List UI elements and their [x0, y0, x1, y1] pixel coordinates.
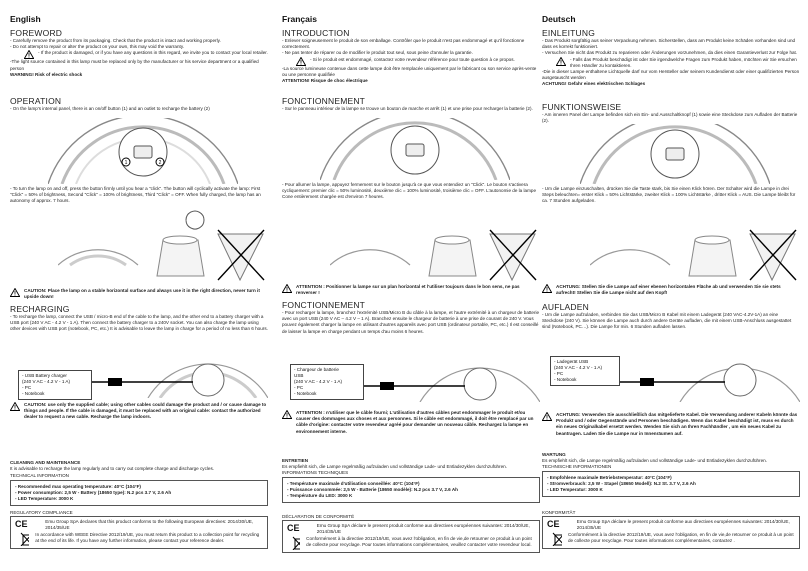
caution-1-text: ACHTUNG: Stellen Sie die Lampe auf einer ebenen horizontalen Fläche ab und verwenden Sie sie stets aufrecht! Stellen Sie die Lampe nicht auf den Kopf!: [556, 284, 781, 296]
lamp-usage-illustration: [58, 210, 268, 282]
caution-1: [10, 288, 268, 300]
section-heading: AUFLADEN: [542, 302, 589, 312]
foreword-section: [10, 28, 268, 78]
caution-1-text: CAUTION: Place the lamp on a stable horizontal surface and always use it in the right direction, never turn it upside down!: [24, 288, 260, 300]
column-german: [540, 0, 802, 571]
recharging-section: [10, 304, 268, 333]
operation-text-1: - Sur le panneau intérieur de la lampe se trouve un bouton de marche et arrêt (1) et une prise pour recharger la batterie (2).: [282, 106, 533, 111]
charger-item: - USB Battery charger: [22, 373, 67, 378]
warning-icon: [542, 412, 552, 421]
warning-icon: [24, 50, 34, 59]
intro-section: [282, 28, 540, 84]
operation-text-2-wrap: [542, 186, 800, 205]
weee-bin-icon: [287, 536, 300, 550]
section-heading: RECHARGING: [10, 304, 70, 314]
callout-1: 1: [124, 160, 128, 166]
recharge-text: - Pour recharger la lampe, branchez l'extrémité USB/Micro B du câble à la lampe, et l'autre extrémité à un chargeur de batterie avec un port USB (240 V AC – 4.2 V – 1 A). Branchez ensuite le chargeur de batterie à une prise de courant de 240 V. Vous pouvez également charger la lampe en utilisant d'autres appareils avec port USB (ordinateur portable, PC, etc.) Il est conseillé de laisser la lampe en charge pendant un temps d'au moins 6 heures.: [282, 310, 540, 334]
charger-item: (240 V AC - 4.2 V - 1 A): [554, 365, 603, 370]
operation-text-1: - On the lamp's internal panel, there is an on/off button (1) and an outlet to recharge the battery (2): [10, 106, 210, 111]
recharge-section: [282, 300, 540, 335]
regulatory-text-1: Emu Group SpA déclare le present produit conforme aux directives européennes suivantes: 2014/30/UE, 2014/35/UE: [316, 523, 530, 535]
charger-list: [550, 356, 620, 386]
tech-box: [542, 471, 800, 498]
warning-icon: [10, 402, 20, 411]
tech-item: - Recommended max operating temperature: 40°C (104°F): [15, 483, 141, 489]
language-title: Français: [282, 14, 317, 24]
section-heading: FOREWORD: [10, 28, 63, 38]
lamp-panel-illustration: [580, 124, 770, 184]
regulatory-box: [10, 516, 268, 548]
tech-item: - Température du LED: 3000 K: [287, 493, 353, 499]
section-heading: FUNKTIONSWEISE: [542, 102, 622, 112]
lamp-panel-illustration: [320, 118, 510, 180]
lamp-panel-illustration: [48, 118, 238, 184]
cleaning-text: It is advisable to recharge the lamp regularly and to carry out complete charge and discharge cycles.: [10, 466, 215, 472]
ce-mark: CE: [287, 523, 300, 534]
section-heading: DÉCLARATION DE CONFORMITÉ: [282, 514, 355, 519]
regulatory-section: [542, 510, 800, 549]
caution-2-text: CAUTION: use only the supplied cable; using other cables could damage the product and / or cause damage to things and people. If the cable is damaged, it must be replaced with an original cable: contact the authorized dealer to request a new cable. Recharge the lamp indoors.: [24, 402, 267, 420]
operation-section: [10, 96, 268, 112]
warning-icon: [282, 410, 292, 419]
light-source-text: -La source lumineuse contenue dans cette lampe doit être remplacée uniquement par le fabricant ou son service après-vente ou une personne qualifiée: [282, 65, 537, 77]
tech-item: - Puissance consommée: 2,5 W - Batterie (18650 modèle): N.2 pcs 3.7 V, 2.6 Ah: [287, 486, 458, 492]
electric-risk-text: WARNING! Risk of electric shock: [10, 71, 83, 77]
operation-text-2-wrap: [10, 186, 268, 205]
tech-item: - Empfohlene maximale Betriebstemperatur: 40°C (104°F): [547, 474, 672, 480]
regulatory-section: [282, 514, 540, 553]
warning-icon: [556, 57, 566, 66]
tech-item: - Stromverbrauch: 2,5 W - Stapel (18650 Modell): N.2 St. 3.7 V, 2.6 Ah: [547, 480, 696, 486]
section-heading: INFORMATIONS TECHNIQUES: [282, 470, 349, 476]
section-heading: KONFORMITÄT: [542, 510, 576, 515]
operation-section: [542, 102, 800, 124]
tech-box: [282, 477, 540, 504]
caution-2: [542, 412, 800, 437]
tech-item: - Température maximale d'utilisation conseillée: 40°C (104°F): [287, 480, 420, 486]
charger-item: - Notebook: [22, 391, 45, 396]
section-heading: ENTRETIEN: [282, 458, 309, 463]
charger-item: - PC: [294, 385, 304, 390]
charging-illustration: [360, 354, 540, 402]
section-heading: EINLEITUNG: [542, 28, 596, 38]
charging-text: - Um die Lampe aufzuladen, verbinden Sie das USB/Micro B Kabel mit einem Ladegerät (240 VAC-4.2V-1A) an eine Steckdose (240 V). Sie können die Lampe auch durch andere Geräte aufladen, die mit einem USB-Anschluss ausgestattet sind (Notebook, PC…). Die Lampe für min. 6 Stunden aufladen lassen.: [542, 312, 792, 330]
caution-2: [10, 402, 268, 421]
column-french: [280, 0, 542, 571]
caution-1: [282, 284, 540, 296]
tech-item: - LED Temperature: 3000 K: [15, 496, 74, 502]
operation-section: [282, 96, 540, 112]
section-heading: WARTUNG: [542, 452, 566, 457]
intro-warning-text: - Si le produit est endommagé, contactez votre revendeur référence pour toute question à ce propos.: [310, 56, 515, 62]
maintenance-section: [282, 458, 540, 503]
section-heading: CLEANING AND MAINTENANCE: [10, 460, 81, 465]
tech-box: [10, 480, 268, 507]
section-heading: OPERATION: [10, 96, 62, 106]
foreword-text: - Carefully remove the product from its packaging. Check that the product is intact and working properly. - Do not attempt to repair or alter the product on your own, this may void the warranty.: [10, 38, 221, 50]
regulatory-text-2: Conformément à la directive 2012/19/UE, vous avez l'obligation, en fin de vie,de retourner ce produit à un point de collecte pour recyclage. Pour toutes informations complémentaires, contactez .: [568, 531, 794, 543]
charger-item: USB: [294, 373, 304, 378]
maintenance-text: Es empfiehlt sich, die Lampe regelmäßig aufzuladen und vollständige Lade- und Entladezyklen durchzuführen.: [282, 464, 507, 470]
charger-item: - Notebook: [294, 391, 317, 396]
lamp-usage-illustration: [330, 210, 540, 282]
recharging-text: - To recharge the lamp, connect the USB / micro-B end of the cable to the lamp, and the other end to a battery charger with a USB port (240 V AC - 4.2 V - 1 A). Then connect the battery charger to a 240V socket. You can also charge the lamp using other devices with USB port (notebook, PC, etc.) It is advisable to leave the lamp in charge for a period of no less than 6 hours.: [10, 314, 268, 332]
light-source-text: -Die in dieser Lampe enthaltene Lichtquelle darf nur vom Hersteller oder seinem Kundendienst oder einer qualifizierten Person ausgetauscht werden: [542, 69, 800, 81]
charging-illustration: [88, 352, 268, 398]
intro-section: [542, 28, 800, 88]
charger-list: [290, 364, 364, 400]
charger-list: [18, 370, 92, 400]
lamp-usage-illustration: [590, 210, 800, 282]
maintenance-section: [542, 452, 800, 497]
section-heading: TECHNISCHE INFORMATIONEN: [542, 464, 612, 470]
regulatory-box: [542, 516, 800, 548]
operation-text-2: - Pour allumer la lampe, appuyez fermement sur le bouton jusqu'à ce que vous entendiez un "Click". Le bouton s'activera cycliquement: premier clic = 50% luminosité, deuxième clic = 100% luminosité, troisième clic = OFF. L'autonomie de la lampe Cone entièrement chargée est d'environ 7 heures.: [282, 182, 537, 200]
caution-1: [542, 284, 800, 296]
intro-text: - Enlever soigneusement le produit de son emballage. Contrôler que le produit n'est pas endommagé et qu'il fonctionne correctement. - Ne pas tenter de réparer ou de modifier le produit tout seul, sous peine d'annuler la garantie.: [282, 38, 525, 56]
language-title: English: [10, 14, 41, 24]
regulatory-text-2: Conformément à la directive 2012/19/UE, vous avez l'obligation, en fin de vie,de retourner ce produit à un point de collecte pour recyclage. Pour toutes informations complémentaires, veuillez contacter votre revendeur local.: [306, 535, 532, 547]
section-heading: REGULATORY COMPLIANCE: [10, 510, 73, 515]
warning-icon: [10, 288, 20, 297]
intro-text: - Das Produkt sorgfältig aus seiner Verpackung nehmen. Sicherstellen, dass am Produkt keine Schäden vorhanden sind und dass es korrekt funktioniert. - Versuchen Sie nicht das Produkt zu reparieren oder Änderungen vorzunehmen, da dies einen Garantieverlust zur Folge hat.: [542, 38, 798, 56]
weee-bin-icon: [15, 532, 29, 546]
warning-icon: [542, 284, 552, 293]
foreword-warning-text: - If the product is damaged, or if you have any questions in this regard, we invite you to contact your local retailer.: [38, 50, 268, 56]
operation-text-2: - Um die Lampe einzuschalten, drücken Sie die Taste stark, bis Sie einen Klick hören. Der Schalter wird die Lampe in drei Steps beleuchten= erster Klick = 50% Lichtstärke, zweiter Klick = 100% Lichtstärke , dritter Klick = AUS. Die Lampe bleibt für ca. 7 Stunden aufgeladen.: [542, 186, 796, 204]
warning-icon: [282, 284, 292, 293]
charger-item: - Ladegerät USB: [554, 359, 589, 364]
charger-item: (240 V AC - 4.2 V - 1 A): [294, 379, 343, 384]
operation-text-2: - To turn the lamp on and off, press the button firmly until you hear a "click". The button will cyclically activate the lamp: First "Click" = 50% of brightness, Second "Click" = 100% of brightness, Third "Click" = OFF. When fully charged, the lamp has an autonomy of approx. 7 hours.: [10, 186, 261, 204]
regulatory-text-2: In accordance with WEEE Directive 2012/19/UE, you must return this product to a collection point for recycling at the end of its life. If you have any further information, please contact your reference dealer.: [35, 531, 260, 543]
caution-1-text: ATTENTION : Positionner la lampe sur un plan horizontal et l'utiliser toujours dans le bon sens, ne pas renverser !: [296, 284, 520, 296]
charger-item: - PC: [22, 385, 32, 390]
ce-mark: CE: [547, 519, 560, 530]
intro-warning-text: - Falls das Produkt beschädigt ist oder Sie irgendwelche Fragen zum Produkt haben, möchten wir Sie ersuchen Ihren Händler zu kontaktieren.: [570, 56, 797, 68]
charger-item: (240 V AC - 4.2 V - 1 A): [22, 379, 71, 384]
callout-2: 2: [158, 160, 162, 166]
charging-section: [542, 302, 800, 331]
column-english: [8, 0, 270, 571]
ce-mark: CE: [15, 519, 28, 530]
caution-2-text: ACHTUNG: Verwenden Sie ausschließlich das mitgelieferte Kabel. Die Verwendung anderer Kabeln könnte das Produkt und / oder Gegenstände und Personen beschädigen. Wenn das Kabel beschädigt ist, muss es durch ein neues Originalkabel ersetzt werden. Wenden Sie sich an Ihren Fachhändler , um ein neues Kabel zu beantragen. Laden Sie die Lampe nur in Innenräumen auf.: [556, 412, 798, 436]
tech-item: - Power consumption: 2,5 W - Battery (18650 type): N.2 pcs 3.7 V, 2.6 Ah: [15, 489, 172, 495]
operation-text-1: - Am inneren Panel der Lampe befinden sich ein Ein- und Ausschaltknopf (1) sowie eine Steckdose zum Aufladen der Batterie (2).: [542, 112, 798, 124]
warning-icon: [296, 57, 306, 66]
tech-item: - LED Temperatur: 3000 K: [547, 487, 603, 493]
light-source-text: -The light source contained in this lamp must be replaced only by the manufacturer or his service department or a qualified person: [10, 59, 259, 71]
regulatory-section: [10, 510, 268, 549]
regulatory-box: [282, 520, 540, 552]
caution-2: [282, 410, 540, 435]
regulatory-text-1: Emu Group SpA déclare le present produit conforme aux directives européennes suivantes: 2014/30/UE, 2014/35/UE: [576, 519, 790, 531]
section-heading: INTRODUCTION: [282, 28, 350, 38]
section-heading: FONCTIONNEMENT: [282, 96, 366, 106]
electric-risk-text: ACHTUNG! Gefahr eines elektrischen Schlages: [542, 81, 646, 87]
regulatory-text-1: Emu Group SpA declares that this product conforms to the following European directives: 2014/30/UE, 2014/35/UE: [45, 519, 254, 531]
cleaning-section: [10, 460, 268, 506]
language-title: Deutsch: [542, 14, 576, 24]
maintenance-text: Es empfiehlt sich, die Lampe regelmäßig aufzuladen und vollständige Lade- und Entladezyklen durchzuführen.: [542, 458, 767, 464]
section-heading: TECHNICAL INFORMATION: [10, 473, 69, 479]
charging-illustration: [620, 346, 800, 402]
charger-item: - PC: [554, 371, 564, 376]
operation-text-2-wrap: [282, 182, 540, 201]
section-heading: FONCTIONNEMENT: [282, 300, 366, 310]
weee-bin-icon: [547, 532, 562, 546]
charger-item: - Notebook: [554, 377, 577, 382]
charger-item: - Chargeur de batterie: [294, 367, 339, 372]
electric-risk-text: ATTENTION! Risque de choc électrique: [282, 78, 368, 84]
caution-2-text: ATTENTION : n'utiliser que le câble fourni; L'utilisation d'autres câbles peut endommager le produit et/ou causer des dommages aux choses et aux personnes. Si le câble est endommagé, il doit être remplacé par un câble d'origine: contacter votre revendeur agréé pour demander un nouveau câble. Rechargez la lampe en environnement interne.: [296, 410, 534, 434]
